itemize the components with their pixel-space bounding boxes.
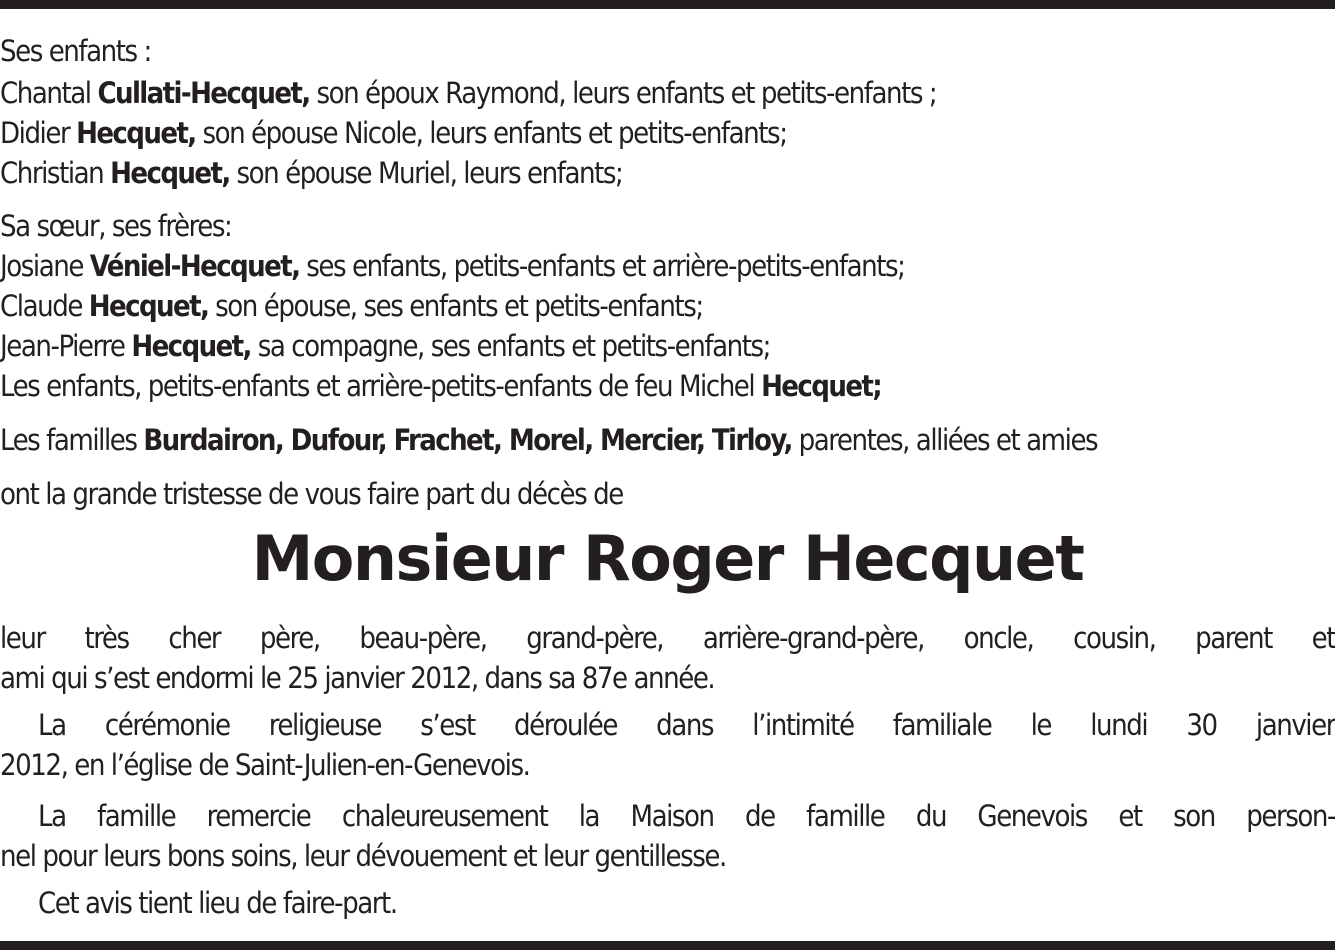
announcement-line: ont la grande tristesse de vous faire part du décès de	[0, 477, 623, 511]
body-paragraph-1-line-1: leur très cher père, beau-père, grand-père, arrière-grand-père, oncle, cousin, parent et	[0, 621, 1335, 655]
deceased-name-heading: Monsieur Roger Hecquet	[251, 522, 1084, 595]
sibling-line-michel: Les enfants, petits-enfants et arrière-petits-enfants de feu Michel Hecquet;	[0, 369, 882, 403]
family-name: Hecquet,	[76, 116, 196, 150]
sibling-line-jean-pierre: Jean-Pierre Hecquet, sa compagne, ses enfants et petits-enfants;	[0, 329, 770, 363]
body-paragraph-4: Cet avis tient lieu de faire-part.	[38, 886, 397, 920]
family-name: Hecquet,	[88, 289, 209, 323]
body-paragraph-1-line-2: ami qui s’est endormi le 25 janvier 2012, dans sa 87e année.	[0, 661, 715, 695]
body-paragraph-3-line-1: La famille remercie chaleureusement la Maison de famille du Genevois et son person-	[38, 799, 1335, 833]
family-names: Burdairon, Dufour, Frachet, Morel, Mercier, Tirloy,	[143, 423, 792, 457]
body-paragraph-3-line-2: nel pour leurs bons soins, leur dévouement et leur gentillesse.	[0, 839, 726, 873]
siblings-heading: Sa sœur, ses frères:	[0, 209, 232, 243]
family-name: Hecquet,	[131, 329, 251, 363]
child-line-didier: Didier Hecquet, son épouse Nicole, leurs enfants et petits-enfants;	[0, 116, 787, 150]
child-line-chantal: Chantal Cullati-Hecquet, son époux Raymond, leurs enfants et petits-enfants ;	[0, 76, 937, 110]
children-heading: Ses enfants :	[0, 34, 151, 68]
body-paragraph-2-line-2: 2012, en l’église de Saint-Julien-en-Genevois.	[0, 748, 530, 782]
bottom-rule	[0, 941, 1335, 950]
body-paragraph-2-line-1: La cérémonie religieuse s’est déroulée dans l’intimité familiale le lundi 30 janvier	[38, 708, 1335, 742]
sibling-line-claude: Claude Hecquet, son épouse, ses enfants et petits-enfants;	[0, 289, 703, 323]
family-name: Cullati-Hecquet,	[97, 76, 310, 110]
family-name: Véniel-Hecquet,	[89, 249, 300, 283]
child-line-christian: Christian Hecquet, son épouse Muriel, leurs enfants;	[0, 156, 623, 190]
family-name: Hecquet,	[110, 156, 230, 190]
families-line: Les familles Burdairon, Dufour, Frachet, Morel, Mercier, Tirloy, parentes, alliées et amies	[0, 423, 1098, 457]
family-name: Hecquet;	[761, 369, 882, 403]
sibling-line-josiane: Josiane Véniel-Hecquet, ses enfants, petits-enfants et arrière-petits-enfants;	[0, 249, 905, 283]
top-rule	[0, 0, 1335, 9]
